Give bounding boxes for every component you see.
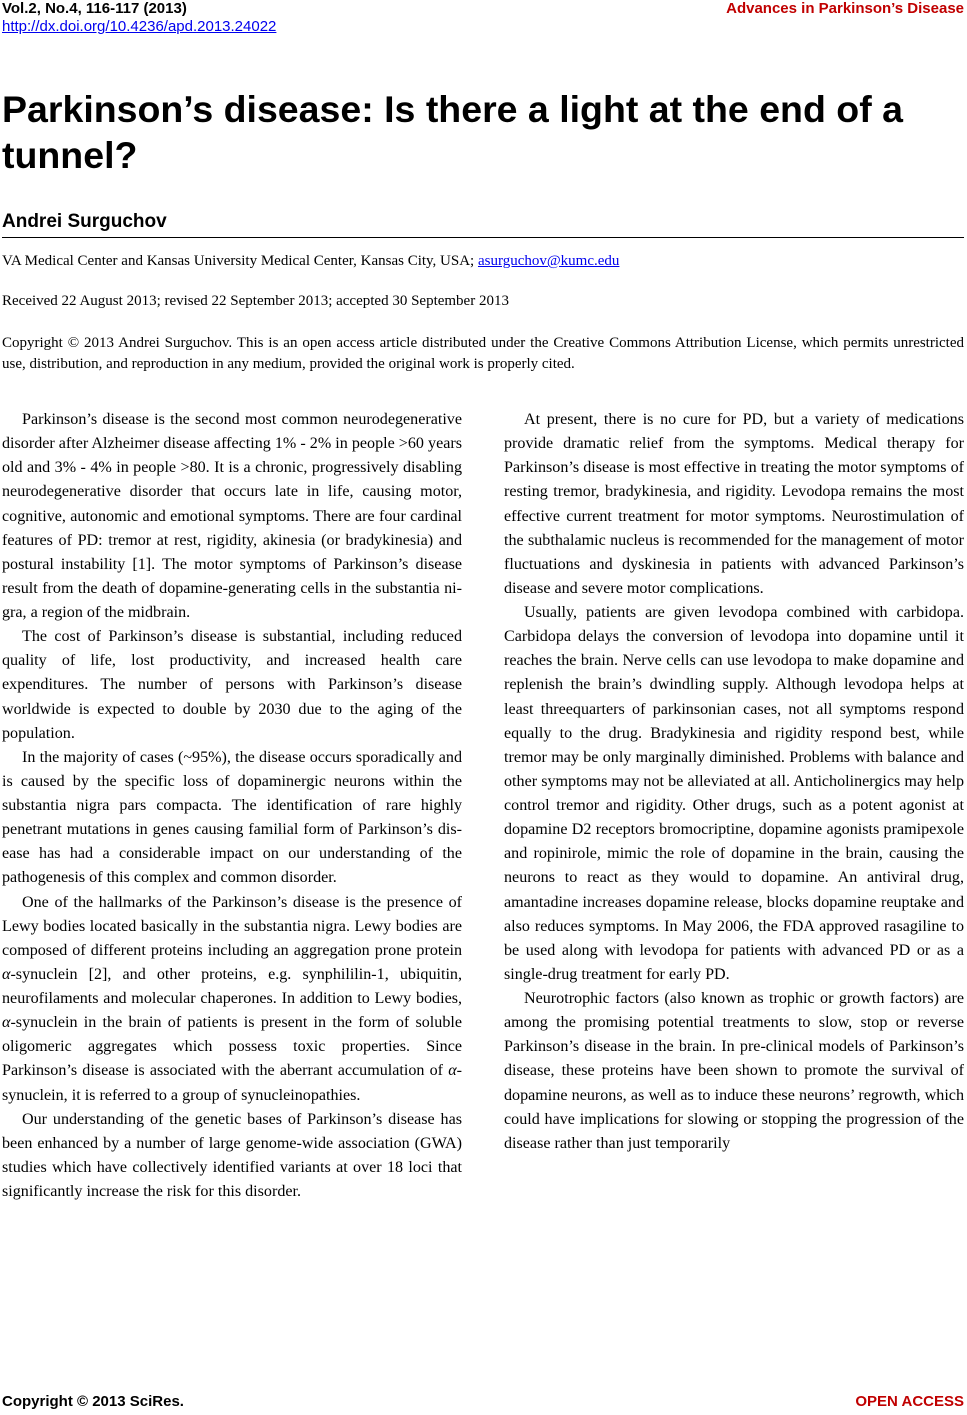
paragraph: Neurotrophic factors (also known as trophic or growth factors) are among the promising potential treatments to slow, stop or reverse Parkinson’s disease in the brain. In pre-clinical models of Parkinson’s disease, these proteins have been shown to promote the survival of dopamine neurons, as well as to induce these neurons’ regrowth, which could have implications for slowing or stopping the progression of the disease rather than just temporarily bbox=[504, 990, 964, 1152]
affiliation bbox=[2, 252, 619, 270]
journal-name: Advances in Parkinson’s Disease bbox=[726, 0, 964, 17]
article-title: Parkinson’s disease: Is there a light at the end of a tunnel? bbox=[2, 88, 903, 176]
paragraph: Parkinson’s disease is the second most common neurodegenerative disorder after Alzheimer disease affecting 1% - 2% in people >60 years old and 3% - 4% in people >80. It is a chronic, progressively disabling neurodegenerative disorder that occurs late in life, causing motor, cognitive, autonomic and emotional symptoms. There are four cardinal features of PD: tremor at rest, rigidity, akinesia (or bradykinesia) and postural instability [1]. The motor symptoms of Parkinson’s disease result from the death of dopamine-generating cells in the substantia nigra, a region of the midbrain. bbox=[2, 411, 462, 621]
doi-link[interactable]: http://dx.doi.org/10.4236/apd.2013.24022 bbox=[2, 18, 277, 35]
paragraph: Usually, patients are given levodopa combined with carbidopa. Carbidopa delays the conversion of levodopa into dopamine until it reaches the brain. Nerve cells can use levodopa to make dopamine and replenish the brain’s dwindling supply. Although levodopa helps at least threequarters of parkinsonian cases, not all symptoms respond equally to the drug. Bradykinesia and rigidity respond best, while tremor may be only marginally diminished. Problems with balance and other symptoms may not be alleviated at all. Anticholinergics may help control tremor and rigidity. Other drugs, such as a potent agonist at dopamine D2 receptors bromocriptine, dopamine agonists pramipexole and ropinirole, mimic the role of dopamine in the brain, causing the neurons to react as they would to dopamine. An antiviral drug, amantadine increases dopamine release, blocks dopamine reuptake and also reduces symptoms. In May 2006, the FDA approved rasagiline to be used along with levodopa for patients with advanced PD or as a single-drug treatment for early PD. bbox=[504, 604, 964, 983]
paragraph-text: -synuclein [2], and other proteins, e.g. synphililin-1, ubiquitin, neurofilaments and molecular chaperones. In addition to Lewy bodies, bbox=[2, 965, 462, 1007]
alpha-symbol: α bbox=[448, 1062, 457, 1080]
paragraph bbox=[2, 891, 462, 1108]
paragraph-text: -synuclein, it is referred to a group of synucleinopathies. bbox=[2, 1062, 462, 1104]
email-link[interactable]: asurguchov@kumc.edu bbox=[477, 253, 620, 269]
footer-copyright: Copyright © 2013 SciRes. bbox=[2, 1393, 184, 1410]
author-name: Andrei Surguchov bbox=[2, 211, 167, 232]
body-column-left bbox=[2, 408, 462, 1378]
article-dates: Received 22 August 2013; revised 22 September 2013; accepted 30 September 2013 bbox=[2, 293, 509, 309]
affiliation-text: VA Medical Center and Kansas University Medical Center, Kansas City, USA; bbox=[2, 253, 478, 269]
alpha-symbol: α bbox=[2, 965, 11, 983]
body-column-right bbox=[504, 408, 964, 1378]
paragraph: At present, there is no cure for PD, but a variety of medications provide dramatic relief from the symptoms. Medical therapy for Parkinson’s disease is most effective in treating the motor symptoms of resting tremor, bradykinesia, and rigidity. Levodopa remains the most effective current treatment for motor symptoms. Neurostimulation of the subthalamic nucleus is recommended for the management of motor fluctuations and dyskinesia in patients with advanced Parkinson’s disease and severe motor complications. bbox=[504, 411, 964, 597]
alpha-symbol: α bbox=[2, 1014, 11, 1032]
paragraph: In the majority of cases (~95%), the disease occurs sporadically and is caused by the specific loss of dopaminergic neurons within the substantia nigra pars compacta. The identification of rare highly penetrant mutations in genes causing familial form of Parkinson’s disease has had a considerable impact on our understanding of the pathogenesis of this complex and common disorder. bbox=[2, 748, 462, 887]
copyright-notice: Copyright © 2013 Andrei Surguchov. This is an open access article distributed under the Creative Commons Attribution License, which permits unrestricted use, distribution, and reproduction in any medium, provided the original work is properly cited. bbox=[2, 335, 964, 372]
open-access-label: OPEN ACCESS bbox=[855, 1393, 964, 1410]
paragraph-text: One of the hallmarks of the Parkinson’s disease is the presence of Lewy bodies located basically in the substantia nigra. Lewy bodies are composed of different proteins including an aggregation prone protein bbox=[2, 893, 462, 959]
title-divider bbox=[2, 237, 964, 238]
paragraph: The cost of Parkinson’s disease is substantial, including reduced quality of life, lost productivity, and increased health care expenditures. The number of persons with Parkinson’s disease worldwide is expected to double by 2030 due to the aging of the population. bbox=[2, 628, 462, 742]
paragraph: Our understanding of the genetic bases of Parkinson’s disease has been enhanced by a number of large genome-wide association (GWA) studies which have collectively identified variants at over 18 loci that significantly increase the risk for this disorder. bbox=[2, 1110, 462, 1200]
journal-citation: Vol.2, No.4, 116-117 (2013) bbox=[2, 0, 187, 17]
paragraph-text: -synuclein in the brain of patients is present in the form of soluble oligomeric aggregates which possess toxic properties. Since Parkinson’s disease is associated with the aberrant accumulation of bbox=[2, 1014, 462, 1080]
